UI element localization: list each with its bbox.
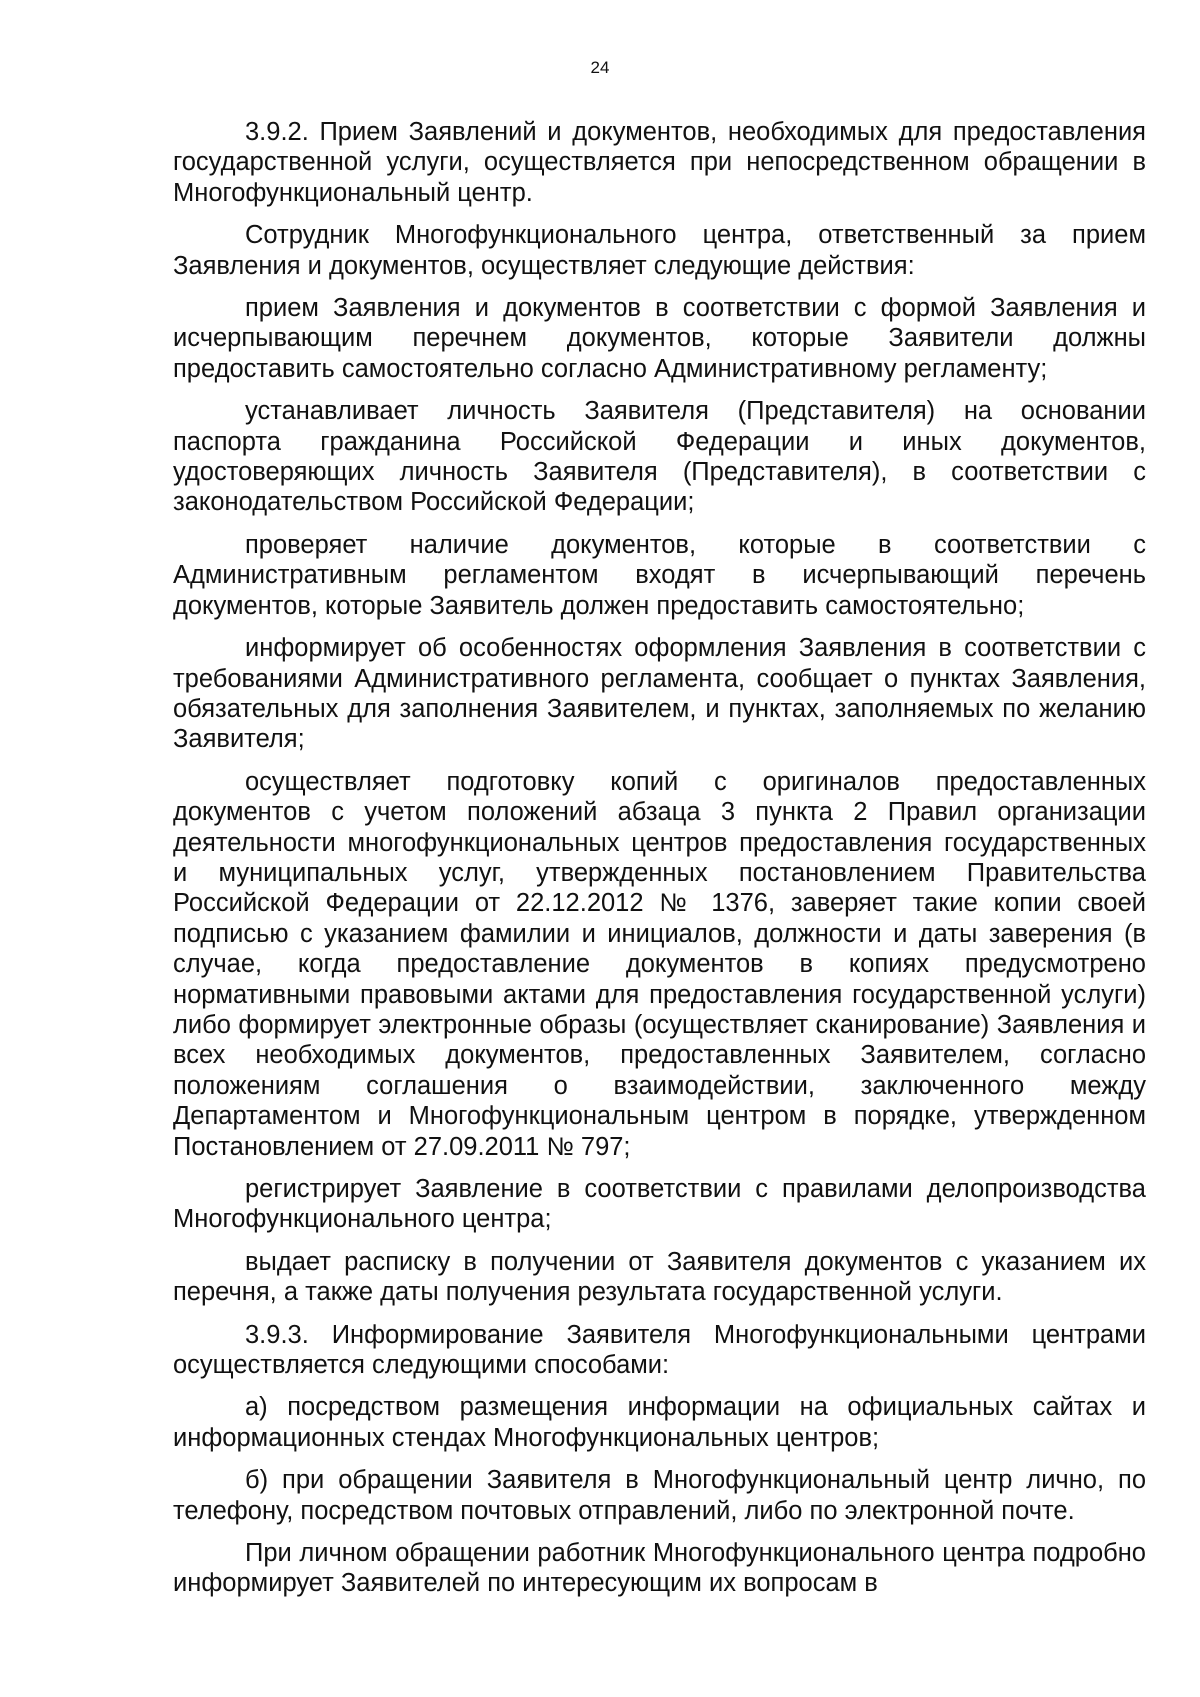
- paragraph-issue-receipt: выдает расписку в получении от Заявителя документов с указанием их перечня, а также даты получения результата государственной услуги.: [173, 1247, 1146, 1307]
- paragraph-3-9-2: 3.9.2. Прием Заявлений и документов, необходимых для предоставления государственной услуги, осуществляется при непосредственном обращении в Многофункциональный центр.: [173, 118, 1146, 207]
- page-number: 24: [590, 58, 610, 77]
- paragraph-employee-actions: Сотрудник Многофункционального центра, ответственный за прием Заявления и документов, осуществляет следующие действия:: [173, 221, 1146, 280]
- paragraph-inform-requirements: информирует об особенностях оформления Заявления в соответствии с требованиями Административного регламента, сообщает о пунктах Заявления, обязательных для заполнения Заявителем, и пунктах, заполняемых по желанию Заявителя;: [173, 634, 1146, 754]
- paragraph-identify-applicant: устанавливает личность Заявителя (Представителя) на основании паспорта гражданина Российской Федерации и иных документов, удостоверяющих личность Заявителя (Представителя), в соответствии с законодательством Российской Федерации;: [173, 397, 1146, 517]
- paragraph-check-documents: проверяет наличие документов, которые в соответствии с Административным регламентом входят в исчерпывающий перечень документов, которые Заявитель должен предоставить самостоятельно;: [173, 530, 1146, 620]
- paragraph-accept-application: прием Заявления и документов в соответствии с формой Заявления и исчерпывающим перечнем документов, которые Заявители должны предоставить самостоятельно согласно Административному регламенту;: [173, 294, 1146, 383]
- paragraph-item-a: а) посредством размещения информации на официальных сайтах и информационных стендах Многофункциональных центров;: [173, 1393, 1146, 1452]
- paragraph-3-9-3: 3.9.3. Информирование Заявителя Многофункциональными центрами осуществляется следующими способами:: [173, 1320, 1146, 1380]
- paragraph-prepare-copies: осуществляет подготовку копий с оригиналов предоставленных документов с учетом положений абзаца 3 пункта 2 Правил организации деятельности многофункциональных центров предоставления государственных и муниципальных услуг, утвержденных постановлением Правительства Российской Федерации от 22.12.2012 № 1376, заверяет такие копии своей подписью с указанием фамилии и инициалов, должности и даты заверения (в случае, когда предоставление документов в копиях предусмотрено нормативными правовыми актами для предоставления государственной услуги) либо формирует электронные образы (осуществляет сканирование) Заявления и всех необходимых документов, предоставленных Заявителем, согласно положениям соглашения о взаимодействии, заключенного между Департаментом и Многофункциональным центром в порядке, утвержденном Постановлением от 27.09.2011 № 797;: [173, 767, 1146, 1161]
- paragraph-register-application: регистрирует Заявление в соответствии с правилами делопроизводства Многофункционального центра;: [173, 1175, 1146, 1234]
- document-body: [173, 117, 1146, 1611]
- paragraph-item-b: б) при обращении Заявителя в Многофункциональный центр лично, по телефону, посредством почтовых отправлений, либо по электронной почте.: [173, 1466, 1146, 1525]
- paragraph-personal-visit: При личном обращении работник Многофункционального центра подробно информирует Заявителей по интересующим их вопросам в: [173, 1539, 1146, 1598]
